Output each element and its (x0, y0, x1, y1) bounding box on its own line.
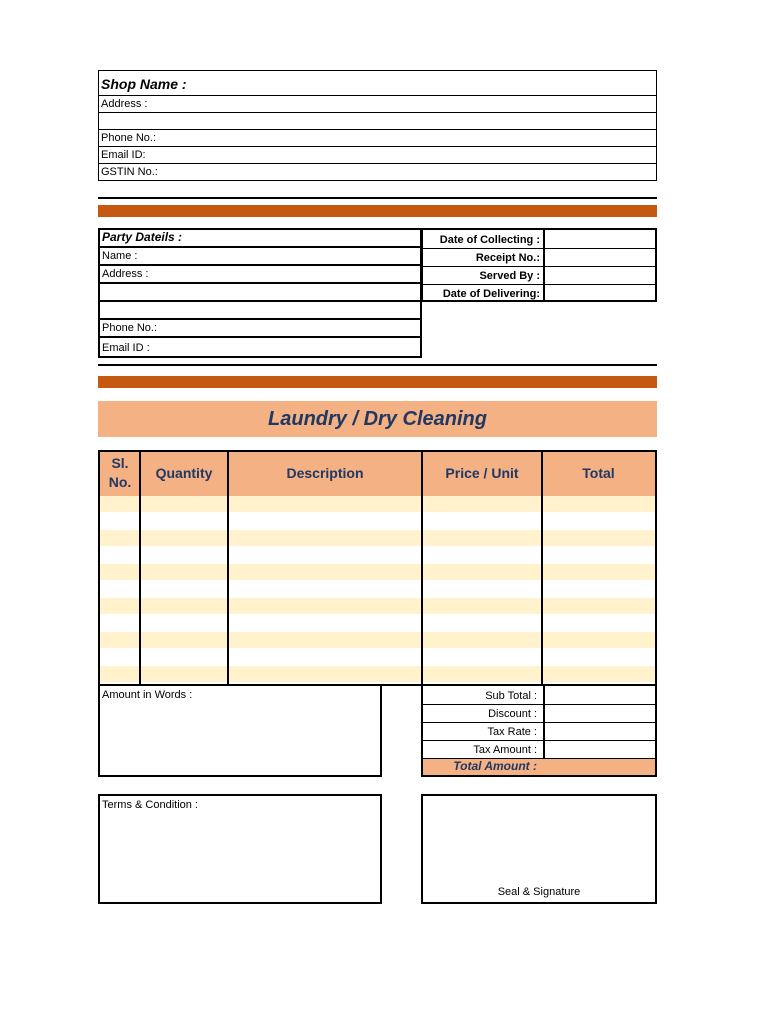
col-header-description: Description (286, 464, 364, 481)
items-table (98, 450, 657, 686)
party-heading: Party Dateils : (102, 230, 183, 244)
amount-in-words-label: Amount in Words : (102, 689, 193, 701)
amount-in-words-box[interactable] (98, 684, 382, 777)
taxamount-label: Tax Amount : (473, 744, 537, 756)
shop-gstin-label: GSTIN No.: (101, 166, 158, 178)
subtotal-row[interactable] (423, 686, 655, 704)
served-field[interactable] (545, 267, 655, 283)
accent-bar (98, 205, 657, 217)
column-divider (227, 452, 229, 684)
title-banner (98, 401, 657, 437)
total-amount-row[interactable] (423, 759, 655, 775)
date-collecting-row (423, 230, 543, 248)
accent-bar (98, 376, 657, 388)
receipt-field[interactable] (545, 249, 655, 265)
party-phone-row[interactable] (100, 320, 420, 338)
table-row[interactable] (100, 632, 655, 648)
separator-line (98, 364, 657, 366)
col-header-sl-no: Sl. No. (108, 455, 132, 490)
discount-label: Discount : (488, 708, 537, 720)
totals-box (421, 684, 657, 777)
subtotal-label: Sub Total : (485, 690, 537, 702)
shop-details-box (98, 70, 657, 181)
table-row[interactable] (100, 598, 655, 614)
shop-address-label: Address : (101, 98, 148, 110)
seal-signature-label: Seal & Signature (497, 886, 581, 898)
party-heading-row (100, 230, 420, 248)
shop-phone-row[interactable] (99, 130, 656, 147)
date-delivering-label: Date of Delivering: (442, 288, 540, 300)
separator-line (98, 197, 657, 199)
column-divider (139, 452, 141, 684)
receipt-row (423, 248, 543, 266)
taxrate-label: Tax Rate : (487, 726, 537, 738)
table-header (100, 452, 655, 498)
party-address-label: Address : (102, 268, 149, 280)
date-delivering-row (423, 284, 543, 302)
receipt-label: Receipt No.: (475, 252, 540, 264)
shop-email-label: Email ID: (101, 149, 146, 161)
party-phone-label: Phone No.: (102, 322, 158, 334)
party-address-row[interactable] (100, 266, 420, 284)
party-email-row[interactable] (100, 338, 420, 356)
total-amount-label: Total Amount : (453, 759, 537, 773)
party-name-label: Name : (102, 250, 138, 262)
party-details-box (98, 228, 422, 358)
party-address-line2[interactable] (100, 284, 420, 302)
shop-email-row[interactable] (99, 147, 656, 164)
col-header-total: Total (582, 464, 615, 481)
table-row[interactable] (100, 530, 655, 546)
discount-row[interactable] (423, 704, 655, 722)
served-label: Served By : (479, 270, 540, 282)
shop-gstin-row[interactable] (99, 164, 656, 180)
terms-label: Terms & Condition : (102, 799, 198, 811)
col-header-quantity: Quantity (155, 464, 213, 481)
table-row[interactable] (100, 496, 655, 512)
column-divider (541, 452, 543, 684)
shop-name-label: Shop Name : (101, 76, 187, 92)
col-header-price-unit: Price / Unit (445, 464, 519, 481)
taxamount-row[interactable] (423, 740, 655, 758)
terms-box[interactable] (98, 794, 382, 904)
taxrate-row[interactable] (423, 722, 655, 740)
date-collecting-field[interactable] (545, 230, 655, 247)
party-address-line3[interactable] (100, 302, 420, 320)
table-row[interactable] (100, 666, 655, 682)
seal-signature-box[interactable] (421, 794, 657, 904)
shop-phone-label: Phone No.: (101, 132, 157, 144)
column-divider (421, 452, 423, 684)
served-row (423, 266, 543, 284)
date-delivering-field[interactable] (545, 285, 655, 300)
shop-address-line2[interactable] (99, 113, 656, 130)
table-row[interactable] (100, 564, 655, 580)
page-title: Laundry / Dry Cleaning (268, 407, 487, 430)
party-name-row[interactable] (100, 248, 420, 266)
party-email-label: Email ID : (102, 342, 150, 354)
date-collecting-label: Date of Collecting : (439, 234, 540, 246)
order-info-box (421, 228, 657, 302)
shop-name-row[interactable] (99, 71, 656, 96)
shop-address-row[interactable] (99, 96, 656, 113)
